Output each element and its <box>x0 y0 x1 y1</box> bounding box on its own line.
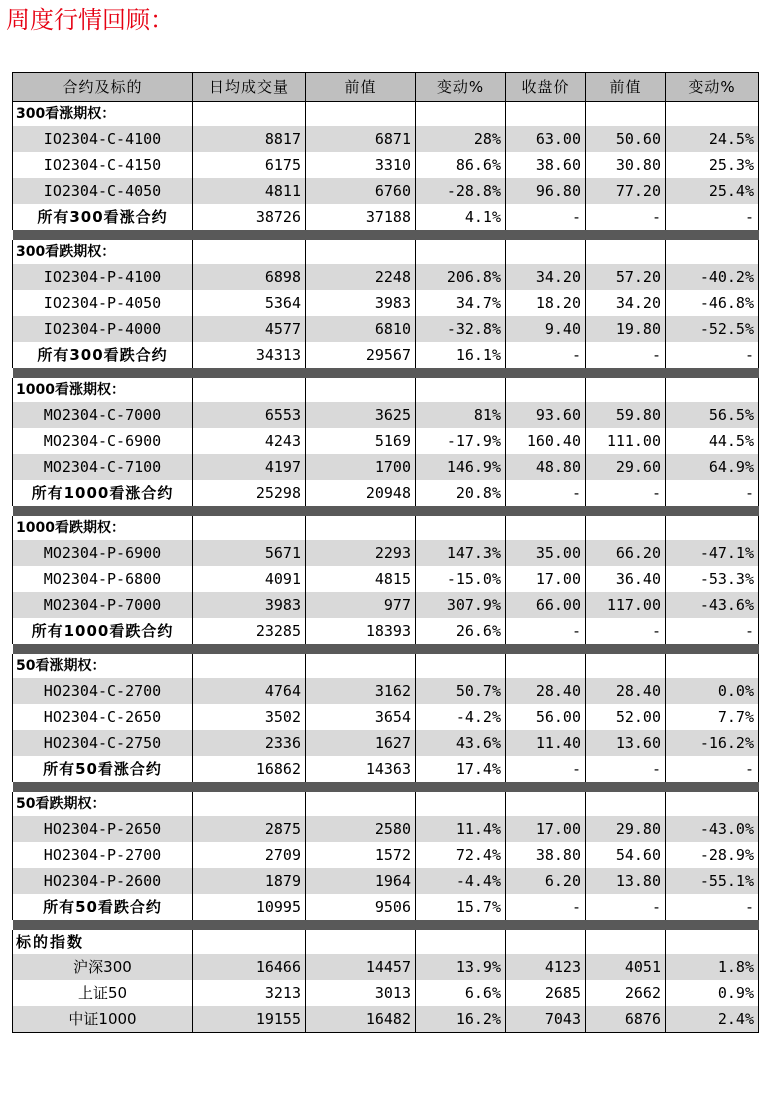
cell-c4: 56.00 <box>506 704 586 730</box>
cell-c1: 5364 <box>193 290 306 316</box>
cell-c3: 50.7% <box>416 678 506 704</box>
cell-c5: 54.60 <box>586 842 666 868</box>
table-row <box>13 264 759 290</box>
cell-c3: 20.8% <box>416 480 506 506</box>
cell-c6: -47.1% <box>666 540 759 566</box>
cell-c0: HO2304-P-2600 <box>13 868 193 894</box>
cell-c2: 20948 <box>306 480 416 506</box>
cell-c1: 4197 <box>193 454 306 480</box>
cell-c6: - <box>666 756 759 782</box>
cell-c3: 72.4% <box>416 842 506 868</box>
cell-c2: 前值 <box>306 73 416 102</box>
cell-c0: MO2304-P-6900 <box>13 540 193 566</box>
cell-c1: 日均成交量 <box>193 73 306 102</box>
cell-c3: 206.8% <box>416 264 506 290</box>
section-title-row <box>13 516 759 540</box>
cell-c5: - <box>586 756 666 782</box>
table-row <box>13 842 759 868</box>
cell-c4: 4123 <box>506 954 586 980</box>
cell-c0: MO2304-C-7100 <box>13 454 193 480</box>
cell-c3 <box>416 240 506 264</box>
cell-c3: 26.6% <box>416 618 506 644</box>
total-row <box>13 204 759 230</box>
cell-c3: -4.2% <box>416 704 506 730</box>
cell-c4: 17.00 <box>506 816 586 842</box>
cell-c5: 2662 <box>586 980 666 1006</box>
cell-c5: 13.60 <box>586 730 666 756</box>
cell-c3: 43.6% <box>416 730 506 756</box>
cell-c2: 3013 <box>306 980 416 1006</box>
cell-c3: 81% <box>416 402 506 428</box>
cell-c1: 3213 <box>193 980 306 1006</box>
cell-c3: 13.9% <box>416 954 506 980</box>
table-row <box>13 816 759 842</box>
cell-c5: 4051 <box>586 954 666 980</box>
cell-c4: 38.80 <box>506 842 586 868</box>
cell-c6: -46.8% <box>666 290 759 316</box>
cell-c4: 66.00 <box>506 592 586 618</box>
cell-c3: -32.8% <box>416 316 506 342</box>
cell-c5 <box>586 516 666 540</box>
cell-c4: 93.60 <box>506 402 586 428</box>
table-row <box>13 454 759 480</box>
cell-c2: 18393 <box>306 618 416 644</box>
cell-c2: 1627 <box>306 730 416 756</box>
cell-c0: IO2304-C-4050 <box>13 178 193 204</box>
section-separator <box>13 920 759 930</box>
cell-c4: 7043 <box>506 1006 586 1033</box>
cell-c4: - <box>506 204 586 230</box>
table-header-row <box>13 73 759 102</box>
cell-c2 <box>306 792 416 816</box>
cell-c3: 147.3% <box>416 540 506 566</box>
cell-c4: 34.20 <box>506 264 586 290</box>
cell-c2 <box>306 378 416 402</box>
cell-c5 <box>586 102 666 127</box>
cell-c5: 52.00 <box>586 704 666 730</box>
section-separator <box>13 368 759 378</box>
cell-c5: - <box>586 204 666 230</box>
cell-c4: 18.20 <box>506 290 586 316</box>
cell-c6: - <box>666 618 759 644</box>
cell-c0: 所有50看涨合约 <box>13 756 193 782</box>
cell-c1 <box>193 654 306 678</box>
cell-c4 <box>506 240 586 264</box>
cell-c2 <box>306 654 416 678</box>
cell-c2: 1964 <box>306 868 416 894</box>
cell-c2: 5169 <box>306 428 416 454</box>
cell-c1: 8817 <box>193 126 306 152</box>
cell-c2: 2580 <box>306 816 416 842</box>
cell-c2: 2248 <box>306 264 416 290</box>
cell-c3: 6.6% <box>416 980 506 1006</box>
cell-c0: MO2304-P-7000 <box>13 592 193 618</box>
table-row <box>13 126 759 152</box>
cell-c1: 19155 <box>193 1006 306 1033</box>
cell-c4: 63.00 <box>506 126 586 152</box>
cell-c4: 28.40 <box>506 678 586 704</box>
cell-c5: 57.20 <box>586 264 666 290</box>
cell-c0: 所有1000看跌合约 <box>13 618 193 644</box>
cell-c6: 64.9% <box>666 454 759 480</box>
cell-c1 <box>193 930 306 954</box>
cell-c3: 28% <box>416 126 506 152</box>
cell-c0: 1000看涨期权： <box>13 378 193 402</box>
cell-c2 <box>306 102 416 127</box>
cell-c1 <box>193 516 306 540</box>
cell-c6: - <box>666 480 759 506</box>
cell-c6: 1.8% <box>666 954 759 980</box>
cell-c0: 所有50看跌合约 <box>13 894 193 920</box>
cell-c0: HO2304-C-2750 <box>13 730 193 756</box>
total-row <box>13 756 759 782</box>
cell-c1: 2709 <box>193 842 306 868</box>
cell-c1: 2336 <box>193 730 306 756</box>
cell-c0: IO2304-P-4000 <box>13 316 193 342</box>
cell-c2: 14363 <box>306 756 416 782</box>
cell-c3: -15.0% <box>416 566 506 592</box>
cell-c1: 3983 <box>193 592 306 618</box>
cell-c4: 6.20 <box>506 868 586 894</box>
cell-c5: 59.80 <box>586 402 666 428</box>
cell-c1 <box>193 792 306 816</box>
cell-c4: 收盘价 <box>506 73 586 102</box>
cell-c2: 1700 <box>306 454 416 480</box>
table-row <box>13 402 759 428</box>
cell-c3: 变动% <box>416 73 506 102</box>
cell-c3: 17.4% <box>416 756 506 782</box>
cell-c6: -43.6% <box>666 592 759 618</box>
cell-c1: 4811 <box>193 178 306 204</box>
cell-c6: 25.4% <box>666 178 759 204</box>
section-title-row <box>13 102 759 127</box>
table-row <box>13 290 759 316</box>
cell-c4: - <box>506 618 586 644</box>
cell-c0: 上证50 <box>13 980 193 1006</box>
cell-c5: - <box>586 894 666 920</box>
cell-c1: 4243 <box>193 428 306 454</box>
cell-c0: 所有1000看涨合约 <box>13 480 193 506</box>
cell-c1: 16862 <box>193 756 306 782</box>
cell-c4 <box>506 654 586 678</box>
cell-c5 <box>586 792 666 816</box>
cell-c6: -52.5% <box>666 316 759 342</box>
cell-c2 <box>306 930 416 954</box>
cell-c2: 1572 <box>306 842 416 868</box>
cell-c4: 48.80 <box>506 454 586 480</box>
index-row <box>13 954 759 980</box>
cell-c3 <box>416 930 506 954</box>
cell-c6 <box>666 516 759 540</box>
cell-c5 <box>586 654 666 678</box>
cell-c6: 56.5% <box>666 402 759 428</box>
cell-c6: 变动% <box>666 73 759 102</box>
cell-c2: 9506 <box>306 894 416 920</box>
cell-c3: 16.1% <box>416 342 506 368</box>
table-row <box>13 428 759 454</box>
cell-c1: 23285 <box>193 618 306 644</box>
cell-c5 <box>586 930 666 954</box>
cell-c6: - <box>666 204 759 230</box>
cell-c5: 前值 <box>586 73 666 102</box>
cell-c5: - <box>586 480 666 506</box>
cell-c3: 11.4% <box>416 816 506 842</box>
cell-c1: 4577 <box>193 316 306 342</box>
cell-c4 <box>506 930 586 954</box>
cell-c1: 38726 <box>193 204 306 230</box>
cell-c3 <box>416 654 506 678</box>
cell-c4: - <box>506 480 586 506</box>
cell-c6: 2.4% <box>666 1006 759 1033</box>
table-row <box>13 178 759 204</box>
cell-c2: 3162 <box>306 678 416 704</box>
cell-c6: -43.0% <box>666 816 759 842</box>
cell-c0: 50看跌期权： <box>13 792 193 816</box>
cell-c2: 6871 <box>306 126 416 152</box>
section-separator <box>13 506 759 516</box>
cell-c6 <box>666 240 759 264</box>
cell-c4 <box>506 378 586 402</box>
cell-c6 <box>666 378 759 402</box>
cell-c2: 3654 <box>306 704 416 730</box>
cell-c6: 44.5% <box>666 428 759 454</box>
section-title-row <box>13 930 759 954</box>
cell-c5: 13.80 <box>586 868 666 894</box>
table-row <box>13 152 759 178</box>
index-row <box>13 1006 759 1033</box>
cell-c4: 11.40 <box>506 730 586 756</box>
cell-c0: IO2304-P-4100 <box>13 264 193 290</box>
cell-c6: - <box>666 342 759 368</box>
cell-c2: 3310 <box>306 152 416 178</box>
section-title-row <box>13 792 759 816</box>
cell-c4: 38.60 <box>506 152 586 178</box>
cell-c0: IO2304-C-4150 <box>13 152 193 178</box>
cell-c6 <box>666 792 759 816</box>
cell-c3: 15.7% <box>416 894 506 920</box>
cell-c6 <box>666 930 759 954</box>
total-row <box>13 894 759 920</box>
cell-c0: 合约及标的 <box>13 73 193 102</box>
cell-c4: - <box>506 894 586 920</box>
cell-c3: 34.7% <box>416 290 506 316</box>
cell-c5: 28.40 <box>586 678 666 704</box>
table-row <box>13 678 759 704</box>
cell-c5: 29.60 <box>586 454 666 480</box>
cell-c2: 16482 <box>306 1006 416 1033</box>
cell-c6: 0.0% <box>666 678 759 704</box>
cell-c3: -17.9% <box>416 428 506 454</box>
section-title-row <box>13 240 759 264</box>
cell-c5: 77.20 <box>586 178 666 204</box>
cell-c3: 146.9% <box>416 454 506 480</box>
cell-c2: 3625 <box>306 402 416 428</box>
cell-c2: 6760 <box>306 178 416 204</box>
section-separator <box>13 644 759 654</box>
cell-c5: 66.20 <box>586 540 666 566</box>
cell-c4: 35.00 <box>506 540 586 566</box>
cell-c0: MO2304-C-6900 <box>13 428 193 454</box>
table-row <box>13 868 759 894</box>
cell-c2 <box>306 516 416 540</box>
cell-c3 <box>416 792 506 816</box>
cell-c0: IO2304-P-4050 <box>13 290 193 316</box>
cell-c0: 标的指数 <box>13 930 193 954</box>
cell-c6: - <box>666 894 759 920</box>
cell-c6: -53.3% <box>666 566 759 592</box>
weekly-quotes-table <box>12 72 759 1033</box>
cell-c3 <box>416 516 506 540</box>
total-row <box>13 342 759 368</box>
cell-c0: 中证1000 <box>13 1006 193 1033</box>
cell-c1: 4091 <box>193 566 306 592</box>
table-row <box>13 566 759 592</box>
cell-c0: HO2304-C-2650 <box>13 704 193 730</box>
cell-c4 <box>506 516 586 540</box>
cell-c4 <box>506 102 586 127</box>
cell-c2: 4815 <box>306 566 416 592</box>
cell-c5: 29.80 <box>586 816 666 842</box>
cell-c0: 所有300看涨合约 <box>13 204 193 230</box>
cell-c6 <box>666 102 759 127</box>
cell-c1: 25298 <box>193 480 306 506</box>
cell-c1: 16466 <box>193 954 306 980</box>
table-row <box>13 592 759 618</box>
cell-c4: 2685 <box>506 980 586 1006</box>
cell-c4: 160.40 <box>506 428 586 454</box>
cell-c3 <box>416 378 506 402</box>
total-row <box>13 618 759 644</box>
cell-c0: 1000看跌期权： <box>13 516 193 540</box>
cell-c5: 50.60 <box>586 126 666 152</box>
cell-c4: 9.40 <box>506 316 586 342</box>
cell-c5: 30.80 <box>586 152 666 178</box>
cell-c0: MO2304-C-7000 <box>13 402 193 428</box>
index-row <box>13 980 759 1006</box>
cell-c0: 300看涨期权： <box>13 102 193 127</box>
cell-c0: IO2304-C-4100 <box>13 126 193 152</box>
cell-c3: 16.2% <box>416 1006 506 1033</box>
cell-c6: -55.1% <box>666 868 759 894</box>
cell-c2 <box>306 240 416 264</box>
cell-c6: 24.5% <box>666 126 759 152</box>
cell-c1: 10995 <box>193 894 306 920</box>
cell-c1: 6175 <box>193 152 306 178</box>
cell-c1: 6553 <box>193 402 306 428</box>
cell-c6: -28.9% <box>666 842 759 868</box>
table-body <box>13 73 759 1033</box>
cell-c0: HO2304-C-2700 <box>13 678 193 704</box>
cell-c3: 86.6% <box>416 152 506 178</box>
cell-c0: 50看涨期权： <box>13 654 193 678</box>
cell-c3: 307.9% <box>416 592 506 618</box>
cell-c5: 34.20 <box>586 290 666 316</box>
cell-c1: 3502 <box>193 704 306 730</box>
cell-c3: -28.8% <box>416 178 506 204</box>
cell-c5: 117.00 <box>586 592 666 618</box>
section-title-row <box>13 378 759 402</box>
cell-c5 <box>586 378 666 402</box>
cell-c4: 96.80 <box>506 178 586 204</box>
cell-c1: 5671 <box>193 540 306 566</box>
cell-c0: 300看跌期权： <box>13 240 193 264</box>
cell-c5: - <box>586 342 666 368</box>
cell-c1 <box>193 378 306 402</box>
cell-c2: 29567 <box>306 342 416 368</box>
cell-c0: 沪深300 <box>13 954 193 980</box>
cell-c5: 19.80 <box>586 316 666 342</box>
table-row <box>13 316 759 342</box>
cell-c5: 36.40 <box>586 566 666 592</box>
cell-c6 <box>666 654 759 678</box>
cell-c6: 25.3% <box>666 152 759 178</box>
table-row <box>13 704 759 730</box>
cell-c1 <box>193 102 306 127</box>
section-separator <box>13 782 759 792</box>
cell-c2: 977 <box>306 592 416 618</box>
cell-c2: 2293 <box>306 540 416 566</box>
cell-c2: 14457 <box>306 954 416 980</box>
cell-c6: 0.9% <box>666 980 759 1006</box>
cell-c2: 37188 <box>306 204 416 230</box>
cell-c6: 7.7% <box>666 704 759 730</box>
section-title-row <box>13 654 759 678</box>
cell-c5: 6876 <box>586 1006 666 1033</box>
table-row <box>13 730 759 756</box>
cell-c3: 4.1% <box>416 204 506 230</box>
cell-c6: -16.2% <box>666 730 759 756</box>
cell-c2: 3983 <box>306 290 416 316</box>
cell-c1: 4764 <box>193 678 306 704</box>
cell-c5 <box>586 240 666 264</box>
table-row <box>13 540 759 566</box>
page-title: 周度行情回顾： <box>6 6 174 34</box>
section-separator <box>13 230 759 240</box>
cell-c4: 17.00 <box>506 566 586 592</box>
cell-c1: 1879 <box>193 868 306 894</box>
cell-c5: 111.00 <box>586 428 666 454</box>
cell-c3: -4.4% <box>416 868 506 894</box>
cell-c0: HO2304-P-2700 <box>13 842 193 868</box>
total-row <box>13 480 759 506</box>
cell-c4 <box>506 792 586 816</box>
cell-c3 <box>416 102 506 127</box>
cell-c1: 2875 <box>193 816 306 842</box>
cell-c0: HO2304-P-2650 <box>13 816 193 842</box>
cell-c4: - <box>506 756 586 782</box>
cell-c1: 34313 <box>193 342 306 368</box>
cell-c2: 6810 <box>306 316 416 342</box>
cell-c1 <box>193 240 306 264</box>
cell-c6: -40.2% <box>666 264 759 290</box>
cell-c1: 6898 <box>193 264 306 290</box>
cell-c4: - <box>506 342 586 368</box>
cell-c0: 所有300看跌合约 <box>13 342 193 368</box>
cell-c5: - <box>586 618 666 644</box>
cell-c0: MO2304-P-6800 <box>13 566 193 592</box>
